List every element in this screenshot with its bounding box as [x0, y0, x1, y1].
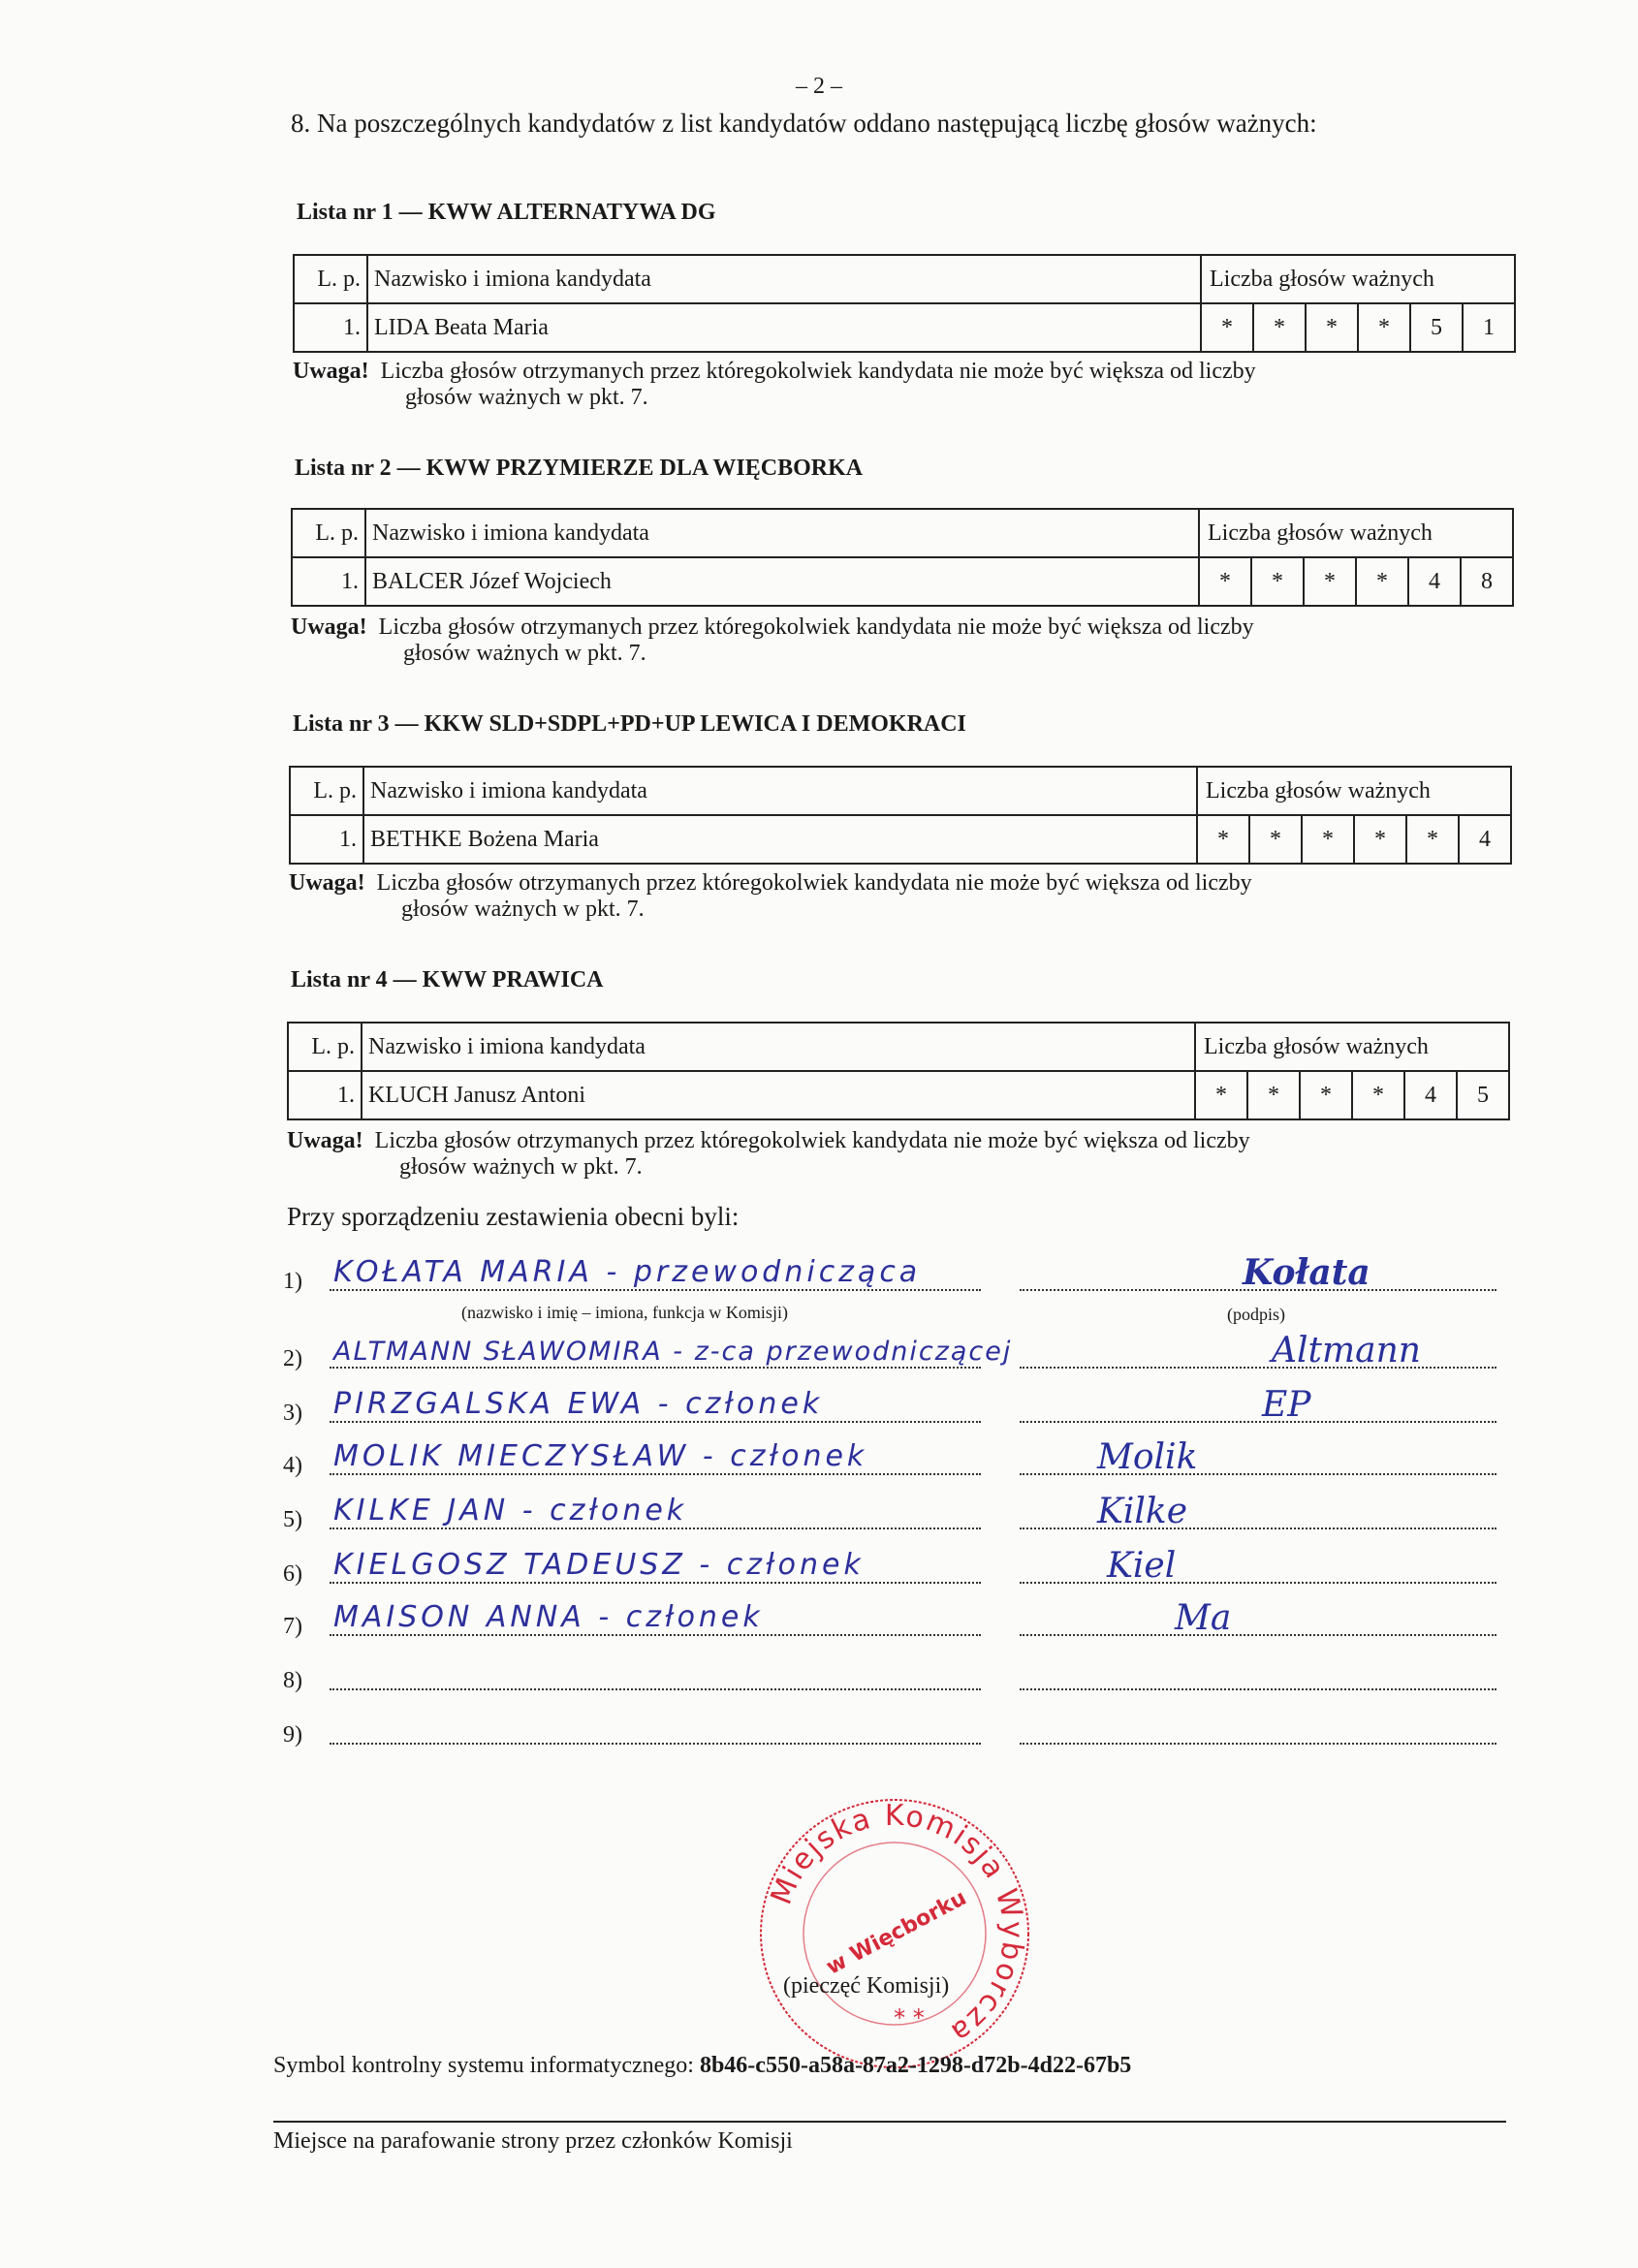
member-row — [283, 1590, 1506, 1642]
name-dotted-line — [330, 1743, 981, 1745]
present-title: Przy sporządzeniu zestawienia obecni byli: — [287, 1202, 740, 1231]
votes-cell — [1195, 1071, 1509, 1119]
digit-box: * — [1219, 568, 1231, 594]
table-row — [294, 303, 1515, 352]
control-label: Symbol kontrolny systemu informatycznego: — [273, 2053, 694, 2078]
digit-box: 4 — [1458, 816, 1510, 863]
votes-cell — [1197, 815, 1511, 864]
digit-box: * — [1215, 1082, 1227, 1108]
handwritten-name: MAISON ANNA - członek — [333, 1600, 764, 1634]
control-value: 8b46-c550-a58a-87a2-1298-d72b-4d22-67b5 — [699, 2053, 1132, 2078]
lp-cell: 1. — [290, 815, 363, 864]
name-dotted-line — [330, 1367, 981, 1369]
votes-cell — [1199, 557, 1513, 606]
commission-stamp — [754, 1793, 1035, 2074]
note-label: Uwaga! — [287, 1128, 363, 1153]
signature: EP — [1262, 1385, 1311, 1425]
table-header-row — [288, 1023, 1509, 1071]
member-number: 6) — [283, 1561, 302, 1587]
digit-box: * — [1217, 826, 1229, 852]
member-number: 7) — [283, 1614, 302, 1639]
member-row — [283, 1429, 1506, 1481]
name-dotted-line — [330, 1528, 981, 1529]
signature: Kilke — [1097, 1492, 1188, 1531]
list-title: Lista nr 1 — KWW ALTERNATYWA DG — [297, 200, 716, 225]
table-row — [288, 1071, 1509, 1119]
note-label: Uwaga! — [291, 614, 367, 640]
divider — [273, 2121, 1506, 2123]
control-symbol — [273, 2053, 1131, 2079]
list-title: Lista nr 3 — KKW SLD+SDPL+PD+UP LEWICA I DEMOKRACI — [293, 711, 966, 737]
digit-box: * — [1301, 816, 1353, 863]
votes-cell — [1201, 303, 1515, 352]
candidate-table — [289, 766, 1512, 865]
name-header: Nazwisko i imiona kandydata — [362, 1023, 1195, 1071]
handwritten-name: KILKE JAN - członek — [333, 1494, 688, 1528]
digit-box: * — [1303, 558, 1355, 605]
page-number: – 2 – — [796, 74, 842, 99]
lp-cell: 1. — [292, 557, 365, 606]
lp-header: L. p. — [288, 1023, 362, 1071]
name-header: Nazwisko i imiona kandydata — [363, 767, 1197, 815]
signature-dotted-line — [1020, 1582, 1496, 1584]
table-header-row — [290, 767, 1511, 815]
note — [287, 1128, 1510, 1181]
lp-cell: 1. — [288, 1071, 362, 1119]
votes-header: Liczba głosów ważnych — [1197, 767, 1511, 815]
note-line1: Liczba głosów otrzymanych przez któregokolwiek kandydata nie może być większa od liczby — [374, 1128, 1250, 1153]
member-row — [283, 1537, 1506, 1590]
table-header-row — [292, 509, 1513, 557]
votes-header: Liczba głosów ważnych — [1201, 255, 1515, 303]
signature: Ma — [1175, 1598, 1232, 1638]
note-label: Uwaga! — [289, 870, 365, 896]
candidate-name: LIDA Beata Maria — [367, 303, 1201, 352]
digit-box: * — [1353, 816, 1405, 863]
digit-box: 8 — [1460, 558, 1512, 605]
member-row — [283, 1644, 1506, 1696]
note-label: Uwaga! — [293, 359, 369, 384]
signature-dotted-line — [1020, 1367, 1496, 1369]
name-dotted-line — [330, 1688, 981, 1690]
member-number: 1) — [283, 1269, 302, 1294]
candidate-table — [287, 1022, 1510, 1120]
digit-box: 1 — [1462, 304, 1514, 351]
handwritten-name: ALTMANN SŁAWOMIRA - z-ca przewodniczącej — [333, 1337, 1013, 1367]
candidate-table — [293, 254, 1516, 353]
digit-box: 5 — [1409, 304, 1462, 351]
digit-box: * — [1405, 816, 1458, 863]
member-row — [283, 1483, 1506, 1535]
note-line2: głosów ważnych w pkt. 7. — [399, 1154, 643, 1180]
member-number: 9) — [283, 1722, 302, 1748]
lp-cell: 1. — [294, 303, 367, 352]
digit-box: * — [1299, 1072, 1351, 1118]
member-number: 4) — [283, 1453, 302, 1478]
note-line2: głosów ważnych w pkt. 7. — [401, 897, 645, 922]
lp-header: L. p. — [292, 509, 365, 557]
intro-text: 8. Na poszczególnych kandydatów z list kandydatów oddano następującą liczbę głosów ważnych: — [291, 109, 1317, 138]
signature-dotted-line — [1020, 1688, 1496, 1690]
digit-box: * — [1355, 558, 1407, 605]
candidate-name: BALCER Józef Wojciech — [365, 557, 1199, 606]
signature: Kiel — [1107, 1546, 1177, 1586]
digit-box: 4 — [1407, 558, 1460, 605]
member-row — [283, 1698, 1506, 1750]
member-number: 2) — [283, 1346, 302, 1371]
candidate-table — [291, 508, 1514, 607]
member-row — [283, 1244, 1506, 1297]
digit-box: * — [1221, 314, 1233, 340]
note-line1: Liczba głosów otrzymanych przez któregokolwiek kandydata nie może być większa od liczby — [376, 870, 1252, 896]
candidate-name: BETHKE Bożena Maria — [363, 815, 1197, 864]
note — [293, 359, 1516, 411]
note-line1: Liczba głosów otrzymanych przez któregokolwiek kandydata nie może być większa od liczby — [378, 614, 1254, 640]
member-number: 5) — [283, 1507, 302, 1532]
stamp-stars: * * — [894, 2004, 925, 2032]
digit-box: * — [1357, 304, 1409, 351]
digit-box: * — [1351, 1072, 1403, 1118]
signature: Kołata — [1243, 1252, 1370, 1293]
member-row — [283, 1376, 1506, 1429]
handwritten-name: KIELGOSZ TADEUSZ - członek — [333, 1548, 865, 1582]
signature: Molik — [1097, 1437, 1198, 1477]
name-dotted-line — [330, 1289, 981, 1291]
digit-box: 4 — [1403, 1072, 1456, 1118]
stamp-label: (pieczęć Komisji) — [783, 1973, 950, 1999]
member-row — [283, 1322, 1506, 1374]
signature-caption: (podpis) — [1227, 1305, 1285, 1324]
parafa-text: Miejsce na parafowanie strony przez członków Komisji — [273, 2128, 793, 2154]
member-number: 3) — [283, 1401, 302, 1426]
stamp-center-text: w Więcborku — [822, 1885, 971, 1980]
candidate-name: KLUCH Janusz Antoni — [362, 1071, 1195, 1119]
name-caption: (nazwisko i imię – imiona, funkcja w Komisji) — [461, 1303, 788, 1322]
note — [289, 870, 1512, 923]
table-row — [292, 557, 1513, 606]
member-number: 8) — [283, 1668, 302, 1693]
list-title: Lista nr 4 — KWW PRAWICA — [291, 967, 604, 992]
note-line2: głosów ważnych w pkt. 7. — [405, 385, 648, 410]
lp-header: L. p. — [290, 767, 363, 815]
handwritten-name: KOŁATA MARIA - przewodnicząca — [333, 1255, 922, 1289]
digit-box: * — [1252, 304, 1305, 351]
signature-dotted-line — [1020, 1473, 1496, 1475]
signature: Altmann — [1272, 1331, 1421, 1370]
name-dotted-line — [330, 1473, 981, 1475]
stamp-ring-text: Miejska Komisja Wyborcza — [764, 1798, 1030, 2051]
name-dotted-line — [330, 1582, 981, 1584]
signature-dotted-line — [1020, 1743, 1496, 1745]
note-line1: Liczba głosów otrzymanych przez któregokolwiek kandydata nie może być większa od liczby — [380, 359, 1256, 384]
list-title: Lista nr 2 — KWW PRZYMIERZE DLA WIĘCBORKA — [295, 456, 864, 481]
table-header-row — [294, 255, 1515, 303]
handwritten-name: MOLIK MIECZYSŁAW - członek — [333, 1439, 868, 1473]
signature-dotted-line — [1020, 1528, 1496, 1529]
name-header: Nazwisko i imiona kandydata — [365, 509, 1199, 557]
digit-box: * — [1248, 816, 1301, 863]
digit-box: 5 — [1456, 1072, 1508, 1118]
table-row — [290, 815, 1511, 864]
name-dotted-line — [330, 1634, 981, 1636]
signature-dotted-line — [1020, 1634, 1496, 1636]
digit-box: * — [1246, 1072, 1299, 1118]
note-line2: głosów ważnych w pkt. 7. — [403, 641, 646, 666]
signature-dotted-line — [1020, 1421, 1496, 1423]
handwritten-name: PIRZGALSKA EWA - członek — [333, 1387, 824, 1421]
votes-header: Liczba głosów ważnych — [1199, 509, 1513, 557]
name-dotted-line — [330, 1421, 981, 1423]
name-header: Nazwisko i imiona kandydata — [367, 255, 1201, 303]
note — [291, 614, 1514, 667]
digit-box: * — [1305, 304, 1357, 351]
votes-header: Liczba głosów ważnych — [1195, 1023, 1509, 1071]
lp-header: L. p. — [294, 255, 367, 303]
digit-box: * — [1250, 558, 1303, 605]
